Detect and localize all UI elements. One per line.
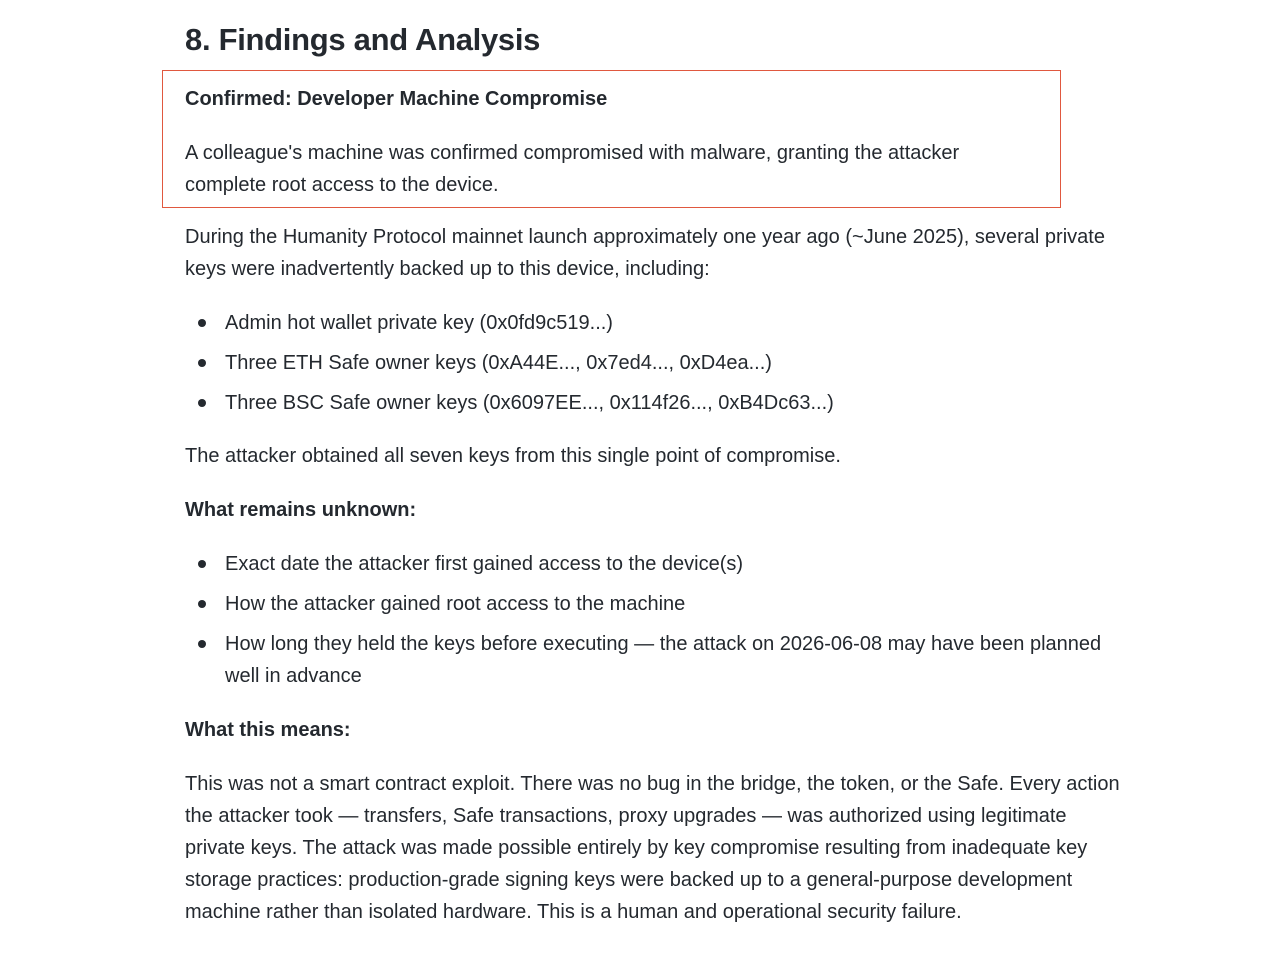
means-paragraph: This was not a smart contract exploit. There was no bug in the bridge, the token, or the Safe. Every action the attacker took — transfers, Safe transactions, proxy upgrades — was authorized using legitimate private keys. The attack was made possible entirely by key compromise resulting from inadequate key storage practices: production-grade signing keys were backed up to a general-purpose development machine rather than isolated hardware. This is a human and operational security failure. — [185, 773, 1120, 923]
bullet-icon — [198, 560, 206, 568]
obtained-paragraph: The attacker obtained all seven keys from this single point of compromise. — [185, 445, 841, 467]
callout-title: Confirmed: Developer Machine Compromise — [185, 88, 608, 110]
list-item — [185, 628, 1125, 692]
bullet-icon — [198, 359, 206, 367]
list-item — [185, 347, 1125, 379]
list-item-text: Three BSC Safe owner keys (0x6097EE..., 0x114f26..., 0xB4Dc63...) — [225, 392, 834, 414]
bullet-icon — [198, 319, 206, 327]
bullet-icon — [198, 600, 206, 608]
intro-paragraph: During the Humanity Protocol mainnet launch approximately one year ago (~June 2025), several private keys were inadvertently backed up to this device, including: — [185, 226, 1105, 280]
list-item — [185, 548, 1125, 580]
bullet-icon — [198, 399, 206, 407]
list-item-text: Admin hot wallet private key (0x0fd9c519...) — [225, 312, 613, 334]
callout-box — [162, 70, 1061, 208]
list-item — [185, 387, 1125, 419]
list-item-text: Exact date the attacker first gained access to the device(s) — [225, 553, 744, 575]
means-heading: What this means: — [185, 719, 351, 741]
section-heading: 8. Findings and Analysis — [185, 22, 541, 57]
callout-body: A colleague's machine was confirmed compromised with malware, granting the attacker complete root access to the device. — [185, 142, 960, 196]
keys-list — [185, 307, 1125, 427]
unknown-heading: What remains unknown: — [185, 499, 417, 521]
list-item-text: How the attacker gained root access to the machine — [225, 593, 686, 615]
list-item-text: Three ETH Safe owner keys (0xA44E..., 0x7ed4..., 0xD4ea...) — [225, 352, 772, 374]
list-item — [185, 588, 1125, 620]
unknown-list — [185, 548, 1125, 700]
bullet-icon — [198, 640, 206, 648]
list-item-text: How long they held the keys before executing — the attack on 2026-06-08 may have been planned well in advance — [225, 633, 1102, 687]
list-item — [185, 307, 1125, 339]
